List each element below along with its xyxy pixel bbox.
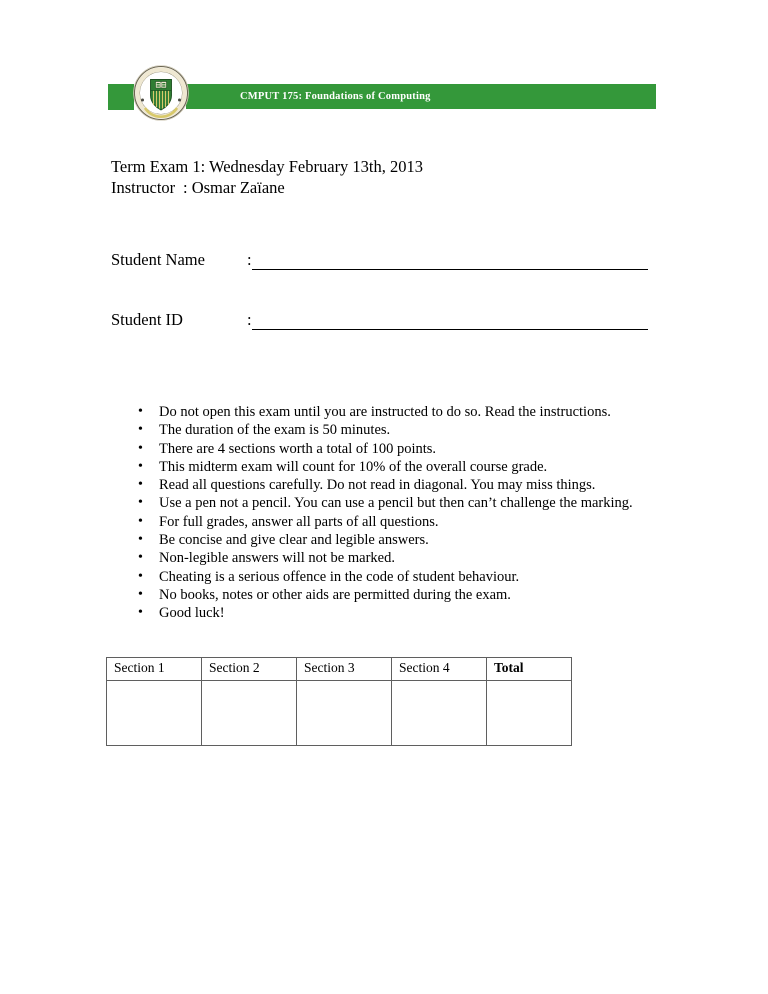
student-name-field-row <box>111 250 252 270</box>
page-header <box>0 0 768 140</box>
list-item: • Cheating is a serious offence in the code of student behaviour. <box>138 568 633 586</box>
score-cell-section-3[interactable] <box>297 681 392 746</box>
score-table-header-section-2: Section 2 <box>202 658 297 681</box>
exam-title-line: Term Exam 1: Wednesday February 13th, 2013 <box>111 157 424 176</box>
list-item: • No books, notes or other aids are permitted during the exam. <box>138 586 633 604</box>
list-item: • There are 4 sections worth a total of 100 points. <box>138 440 633 458</box>
instructor-line <box>111 177 423 198</box>
list-item: • Good luck! <box>138 604 633 622</box>
score-table-header-section-3: Section 3 <box>297 658 392 681</box>
list-item: • This midterm exam will count for 10% of the overall course grade. <box>138 458 633 476</box>
student-id-field-row <box>111 310 252 330</box>
list-item: • For full grades, answer all parts of all questions. <box>138 513 633 531</box>
student-id-colon: : <box>247 310 252 329</box>
exam-title-block <box>111 156 423 198</box>
student-id-label: Student ID <box>111 310 183 329</box>
list-item: • Be concise and give clear and legible answers. <box>138 531 633 549</box>
student-name-colon: : <box>247 250 252 269</box>
student-id-input[interactable] <box>252 329 648 330</box>
score-cell-section-1[interactable] <box>107 681 202 746</box>
score-cell-section-2[interactable] <box>202 681 297 746</box>
accent-square <box>108 84 134 110</box>
score-table-header-row <box>107 658 572 681</box>
course-banner-title: CMPUT 175: Foundations of Computing <box>240 91 431 102</box>
university-of-alberta-crest-icon <box>132 64 190 122</box>
student-name-input[interactable] <box>252 269 648 270</box>
table-row <box>107 681 572 746</box>
list-item: • Non-legible answers will not be marked. <box>138 549 633 567</box>
score-table-header-section-4: Section 4 <box>392 658 487 681</box>
list-item: • Use a pen not a pencil. You can use a pencil but then can’t challenge the marking. <box>138 494 633 512</box>
score-cell-total[interactable] <box>487 681 572 746</box>
instructor-separator: : <box>183 178 192 197</box>
score-cell-section-4[interactable] <box>392 681 487 746</box>
score-table <box>106 657 572 746</box>
list-item: • Read all questions carefully. Do not read in diagonal. You may miss things. <box>138 476 633 494</box>
student-name-label: Student Name <box>111 250 205 269</box>
score-table-header-section-1: Section 1 <box>107 658 202 681</box>
instructions-list <box>138 403 633 623</box>
score-table-header-total: Total <box>487 658 572 681</box>
instructor-label: Instructor <box>111 178 176 197</box>
list-item: • The duration of the exam is 50 minutes. <box>138 421 633 439</box>
instructor-name: Osmar Zaïane <box>191 178 285 197</box>
list-item: • Do not open this exam until you are instructed to do so. Read the instructions. <box>138 403 633 421</box>
